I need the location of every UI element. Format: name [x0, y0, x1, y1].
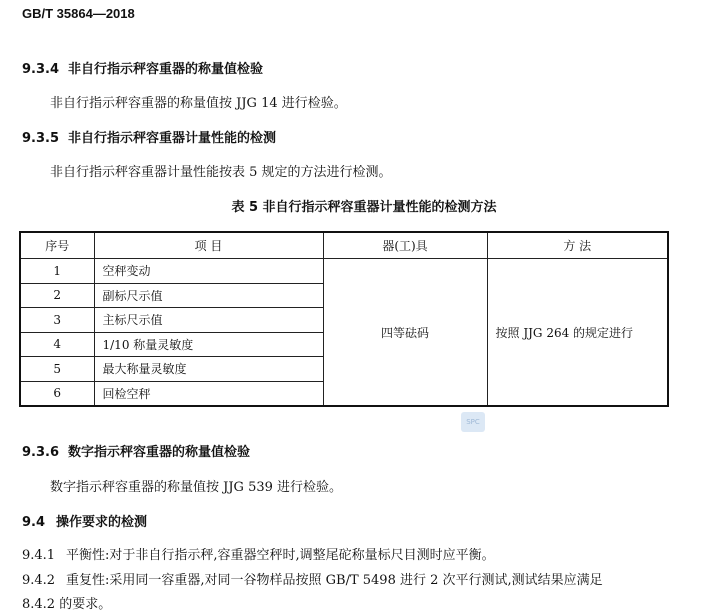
clause-942-continued: 8.4.2 的要求。 [22, 597, 112, 612]
clause-text: 平衡性:对于非自行指示秤,容重器空秤时,调整尾砣称量标尺目测时应平衡。 [66, 548, 495, 563]
clause-942 [22, 569, 603, 588]
row-no: 2 [20, 283, 94, 308]
row-no: 5 [20, 357, 94, 382]
clause-number: 9.4.1 [22, 548, 56, 563]
section-number: 9.3.6 [22, 445, 60, 460]
section-title: 数字指示秤容重器的称量值检验 [68, 445, 251, 460]
section-heading-94 [22, 511, 147, 530]
row-item: 最大称量灵敏度 [94, 357, 323, 382]
section-heading-934 [22, 58, 263, 77]
row-no: 4 [20, 332, 94, 357]
section-body-936: 数字指示秤容重器的称量值按 JJG 539 进行检验。 [50, 480, 343, 495]
row-item: 主标尺示值 [94, 308, 323, 333]
header-tool: 器(工)具 [323, 232, 487, 259]
methods-table [19, 231, 669, 407]
row-item: 空秤变动 [94, 259, 323, 284]
watermark-logo: SPC [461, 412, 485, 432]
row-no: 1 [20, 259, 94, 284]
method-cell: 按照 JJG 264 的规定进行 [487, 259, 668, 407]
section-heading-936 [22, 441, 250, 460]
section-heading-935 [22, 127, 276, 146]
row-item: 1/10 称量灵敏度 [94, 332, 323, 357]
clause-number: 9.4.2 [22, 573, 56, 588]
clause-941 [22, 544, 495, 563]
header-method: 方 法 [487, 232, 668, 259]
section-title: 操作要求的检测 [56, 515, 148, 530]
section-number: 9.4 [22, 515, 46, 530]
header-item: 项 目 [94, 232, 323, 259]
row-item: 回检空秤 [94, 381, 323, 406]
row-no: 3 [20, 308, 94, 333]
section-number: 9.3.5 [22, 131, 60, 146]
clause-text: 重复性:采用同一容重器,对同一谷物样品按照 GB/T 5498 进行 2 次平行测试,测试结果应满足 [66, 573, 603, 588]
standard-code: GB/T 35864—2018 [22, 6, 135, 21]
section-body-934: 非自行指示秤容重器的称量值按 JJG 14 进行检验。 [50, 96, 347, 111]
row-no: 6 [20, 381, 94, 406]
header-no: 序号 [20, 232, 94, 259]
section-number: 9.3.4 [22, 62, 60, 77]
section-title: 非自行指示秤容重器计量性能的检测 [68, 131, 277, 146]
table-row [20, 259, 668, 284]
table-caption: 表 5 非自行指示秤容重器计量性能的检测方法 [231, 200, 497, 215]
tool-cell: 四等砝码 [323, 259, 487, 407]
section-title: 非自行指示秤容重器的称量值检验 [68, 62, 264, 77]
row-item: 副标尺示值 [94, 283, 323, 308]
table-header-row [20, 232, 668, 259]
section-body-935: 非自行指示秤容重器计量性能按表 5 规定的方法进行检测。 [50, 165, 392, 180]
